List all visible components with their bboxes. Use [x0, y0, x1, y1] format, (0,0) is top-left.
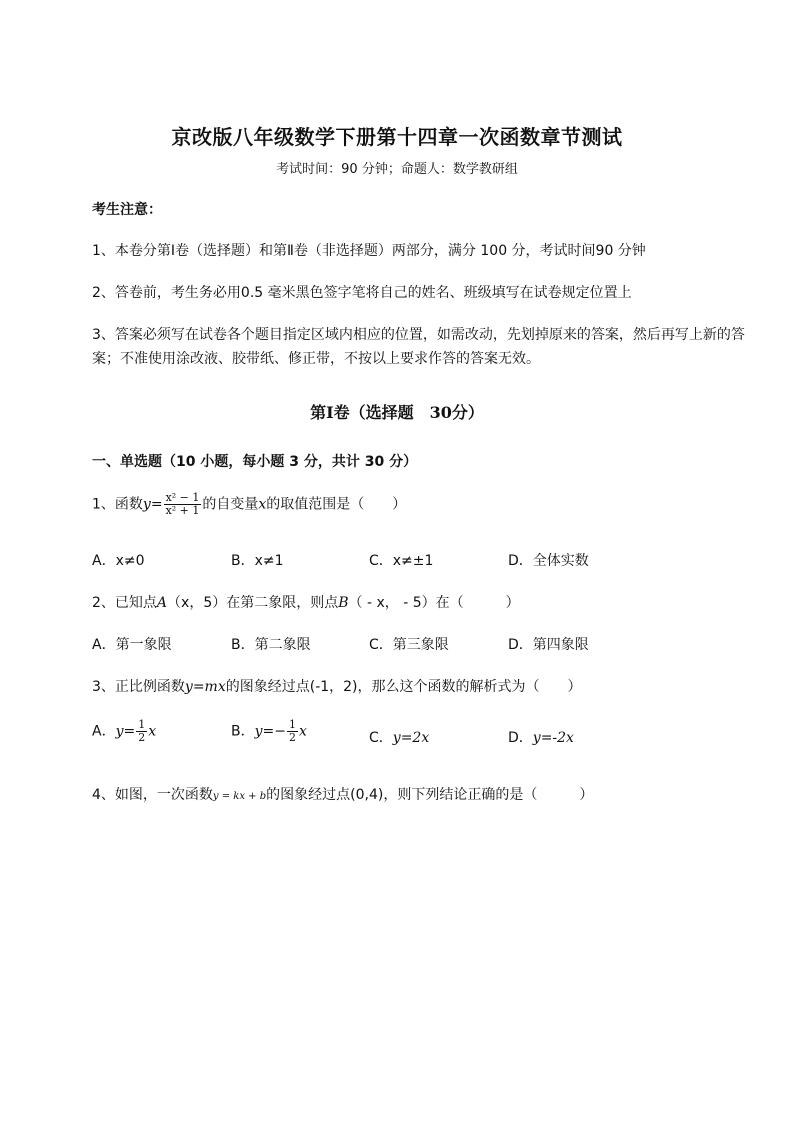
- question-2-option-c[interactable]: C．第三象限: [369, 637, 449, 653]
- question-1-numerator: x² − 1: [165, 491, 200, 504]
- question-2-text-b: （x，5）在第二象限，则点: [167, 595, 339, 611]
- notice-item-3: 3、答案必须写在试卷各个题目指定区域内相应的位置，如需改动，先划掉原来的答案，然后再写上新的答案；不准使用涂改液、胶带纸、修正带，不按以上要求作答的答案无效。: [92, 327, 745, 367]
- question-4: [92, 784, 593, 804]
- exam-info: 考试时间：90 分钟；命题人：数学教研组: [276, 162, 518, 177]
- question-3-option-d-expr: y=-2x: [532, 730, 574, 746]
- question-3-option-a-denominator: 2: [138, 731, 146, 744]
- question-3-option-d[interactable]: [508, 727, 574, 747]
- question-2-option-d[interactable]: D．第四象限: [508, 637, 589, 653]
- question-3-expression: y=mx: [184, 679, 226, 695]
- question-1-option-c[interactable]: C．x≠±1: [369, 553, 434, 569]
- question-2-text-c: （ - x， - 5）在（ ）: [348, 595, 520, 611]
- question-3-text-a: 3、正比例函数: [92, 679, 185, 695]
- question-3-option-c-label: C．: [369, 730, 393, 746]
- question-3-option-d-label: D．: [508, 730, 533, 746]
- question-3-option-a[interactable]: [92, 719, 156, 744]
- notice-item-1: 1、本卷分第Ⅰ卷（选择题）和第Ⅱ卷（非选择题）两部分，满分 100 分，考试时间90 分钟: [92, 243, 646, 259]
- question-2-point-a: A: [156, 595, 168, 611]
- page-title: 京改版八年级数学下册第十四章一次函数章节测试: [171, 125, 623, 149]
- notice-item-2: 2、答卷前，考生务必用0.5 毫米黑色签字笔将自己的姓名、班级填写在试卷规定位置上: [92, 285, 632, 301]
- question-1-suffix: 的取值范围是（ ）: [266, 496, 407, 513]
- question-2-point-b: B: [338, 595, 349, 611]
- question-3-option-b-fraction: [287, 719, 298, 744]
- question-1-fraction: [164, 492, 202, 517]
- question-1-y: y=: [142, 496, 163, 513]
- question-3-option-c[interactable]: [369, 727, 429, 747]
- question-3-option-a-y: y=: [115, 723, 136, 740]
- question-3-option-b-y: y=−: [254, 723, 286, 740]
- question-1-option-b[interactable]: B．x≠1: [231, 553, 284, 569]
- question-1-var: x: [258, 496, 267, 513]
- notice-heading: 考生注意：: [92, 202, 162, 218]
- question-4-text-b: 的图象经过点(0,4)，则下列结论正确的是（ ）: [266, 787, 594, 803]
- question-1: [92, 492, 406, 517]
- question-3-option-b-numerator: 1: [288, 718, 296, 731]
- question-1-mid: 的自变量: [202, 496, 259, 513]
- question-3-option-a-fraction: [136, 719, 147, 744]
- question-3-option-b-denominator: 2: [288, 731, 296, 744]
- question-4-expression: y = kx + b: [212, 791, 267, 802]
- question-3-option-b-label: B．: [231, 723, 255, 740]
- section-title: 第Ⅰ卷（选择题 30分）: [310, 403, 484, 422]
- question-3-option-a-x: x: [148, 723, 157, 740]
- question-1-option-a[interactable]: A．x≠0: [92, 553, 145, 569]
- question-3-option-c-expr: y=2x: [392, 730, 430, 746]
- question-1-prefix: 1、函数: [92, 496, 143, 513]
- question-3-text-b: 的图象经过点(-1，2)，那么这个函数的解析式为（ ）: [225, 679, 582, 695]
- question-2-option-a[interactable]: A．第一象限: [92, 637, 172, 653]
- question-1-denominator: x² + 1: [165, 504, 200, 517]
- question-4-text-a: 4、如图，一次函数: [92, 787, 213, 803]
- question-2: [92, 592, 520, 612]
- question-2-text-a: 2、已知点: [92, 595, 157, 611]
- part-heading: 一、单选题（10 小题，每小题 3 分，共计 30 分）: [92, 454, 418, 470]
- question-3-option-b[interactable]: [231, 719, 307, 744]
- question-3-option-a-label: A．: [92, 723, 116, 740]
- question-2-option-b[interactable]: B．第二象限: [231, 637, 311, 653]
- question-3-option-b-x: x: [298, 723, 307, 740]
- question-3-option-a-numerator: 1: [138, 718, 146, 731]
- question-1-option-d[interactable]: D．全体实数: [508, 553, 589, 569]
- question-3: [92, 676, 582, 696]
